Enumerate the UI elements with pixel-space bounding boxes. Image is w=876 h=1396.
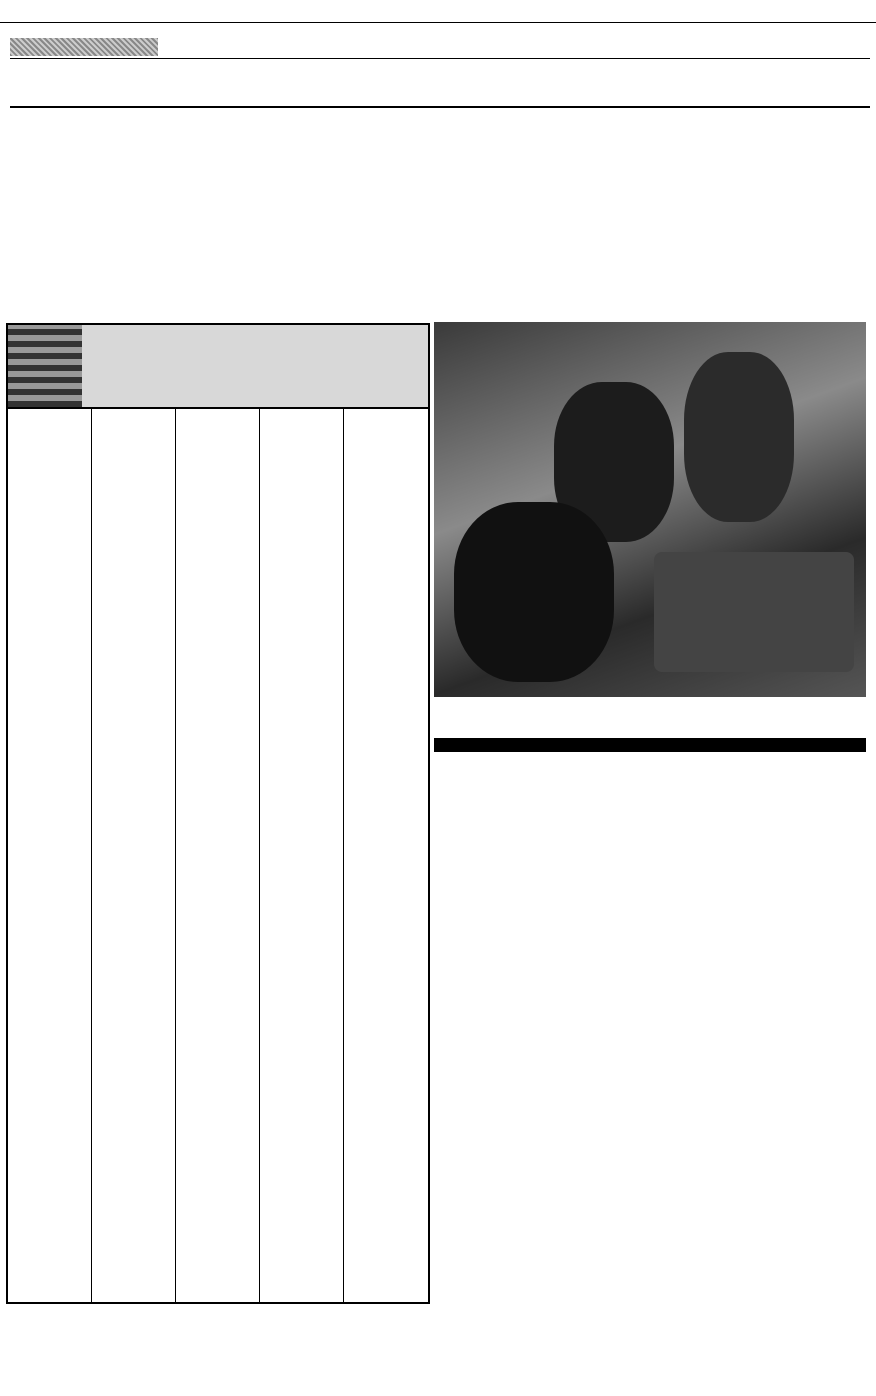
theater-listings: [8, 409, 428, 1302]
radar-console: [654, 552, 854, 672]
review-column-4: [434, 731, 574, 732]
section-kicker: [10, 38, 158, 56]
listing-column-4: [260, 409, 344, 1302]
divider: [10, 58, 870, 59]
review-column-1: [10, 152, 146, 153]
page-header: [0, 0, 876, 23]
listing-column-5: [344, 409, 428, 1302]
guide-banner: [8, 325, 428, 409]
listing-column-3: [176, 409, 260, 1302]
photo-figure: [454, 502, 614, 682]
listing-column-2: [92, 409, 176, 1302]
pushing-tin-photo: [434, 322, 866, 697]
review-column-3: [302, 128, 440, 129]
coming-attractions-header: [434, 738, 866, 752]
film-strip-graphic: [8, 325, 82, 407]
photo-figure: [684, 352, 794, 522]
divider: [10, 106, 870, 108]
review-column-2: [154, 128, 294, 129]
movie-guide: [6, 323, 430, 1304]
listing-column-1: [8, 409, 92, 1302]
